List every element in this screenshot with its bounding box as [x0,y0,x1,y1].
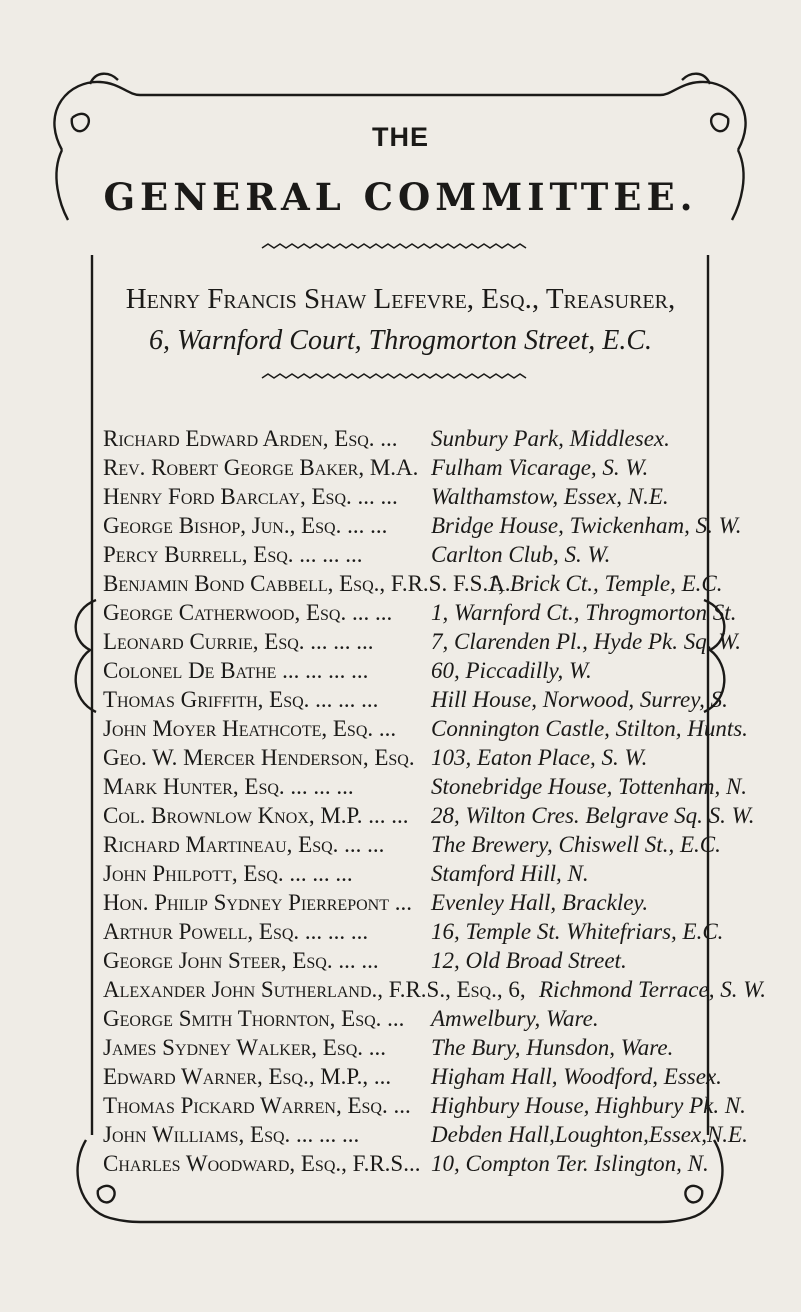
member-address: Stonebridge House, Tottenham, N. [431,774,748,799]
member-address: Highbury House, Highbury Pk. N. [431,1093,746,1118]
list-item [103,511,793,540]
treasurer-address: 6, Warnford Court, Throgmorton Street, E.C. [148,325,652,356]
member-name: Percy Burrell, Esq. ... ... ... [103,542,363,567]
member-name: Geo. W. Mercer Henderson, Esq. [103,745,415,770]
member-name: Mark Hunter, Esq. ... ... ... [103,774,354,799]
wavy-divider-bottom [262,374,526,378]
member-name: George Bishop, Jun., Esq. ... ... [103,513,388,538]
member-address: 16, Temple St. Whitefriars, E.C. [431,919,724,944]
member-name: George John Steer, Esq. ... ... [103,948,379,973]
list-item [103,1004,793,1033]
member-address: Debden Hall,Loughton,Essex,N.E. [431,1122,748,1147]
member-name: John Philpott, Esq. ... ... ... [103,861,353,886]
member-name: Arthur Powell, Esq. ... ... ... [103,919,369,944]
member-name: Thomas Griffith, Esq. ... ... ... [103,687,379,712]
list-item [103,569,793,598]
member-address: Richmond Terrace, S. W. [539,977,767,1002]
list-item [103,975,793,1004]
list-item [103,714,793,743]
member-address: 103, Eaton Place, S. W. [431,745,648,770]
member-address: 10, Compton Ter. Islington, N. [431,1151,709,1176]
member-name: Henry Ford Barclay, Esq. ... ... [103,484,398,509]
member-address: 7, Clarenden Pl., Hyde Pk. Sq. W. [431,629,742,654]
list-item [103,859,793,888]
member-name: Rev. Robert George Baker, M.A. [103,455,419,480]
member-name: Benjamin Bond Cabbell, Esq., F.R.S. F.S.A. [103,571,511,596]
member-address: Higham Hall, Woodford, Essex. [431,1064,722,1089]
list-item [103,1091,793,1120]
member-address: Hill House, Norwood, Surrey, S. [431,687,728,712]
list-item [103,598,793,627]
member-name: Alexander John Sutherland., F.R.S., Esq., 6, [103,977,526,1002]
member-address: 12, Old Broad Street. [431,948,627,973]
member-name: Richard Martineau, Esq. ... ... [103,832,385,857]
member-name: Hon. Philip Sydney Pierrepont ... [103,890,412,915]
member-name: John Moyer Heathcote, Esq. ... [103,716,397,741]
member-name: James Sydney Walker, Esq. ... [103,1035,387,1060]
member-address: 1, Brick Ct., Temple, E.C. [487,571,723,596]
member-address: The Brewery, Chiswell St., E.C. [431,832,721,857]
list-item [103,685,793,714]
member-name: Edward Warner, Esq., M.P., ... [103,1064,392,1089]
member-name: Col. Brownlow Knox, M.P. ... ... [103,803,409,828]
member-address: 28, Wilton Cres. Belgrave Sq. S. W. [431,803,755,828]
member-name: Richard Edward Arden, Esq. ... [103,426,398,451]
list-item [103,627,793,656]
member-name: Colonel De Bathe ... ... ... ... [103,658,369,683]
wavy-divider-top [262,244,526,248]
member-address: Connington Castle, Stilton, Hunts. [431,716,748,741]
member-name: Charles Woodward, Esq., F.R.S... [103,1151,421,1176]
member-address: Stamford Hill, N. [431,861,589,886]
treasurer-name: Henry Francis Shaw Lefevre, Esq., Treasurer, [125,283,676,315]
member-address: Sunbury Park, Middlesex. [431,426,670,451]
list-item [103,453,793,482]
list-item [103,743,793,772]
list-item [103,1062,793,1091]
list-item [103,830,793,859]
member-address: Carlton Club, S. W. [431,542,611,567]
member-address: Evenley Hall, Brackley. [431,890,649,915]
list-item [103,1149,793,1178]
list-item [103,772,793,801]
list-item [103,888,793,917]
heading-the: THE [372,122,429,152]
list-item [103,801,793,830]
member-address: 1, Warnford Ct., Throgmorton St. [431,600,737,625]
list-item [103,482,793,511]
member-name: George Smith Thornton, Esq. ... [103,1006,405,1031]
member-name: Thomas Pickard Warren, Esq. ... [103,1093,411,1118]
list-item [103,1120,793,1149]
page-title: GENERAL COMMITTEE. [103,175,698,219]
committee-list [103,424,793,1178]
member-address: Fulham Vicarage, S. W. [431,455,649,480]
member-name: John Williams, Esq. ... ... ... [103,1122,360,1147]
list-item [103,424,793,453]
member-address: Amwelbury, Ware. [431,1006,599,1031]
list-item [103,656,793,685]
list-item [103,540,793,569]
member-address: 60, Piccadilly, W. [431,658,592,683]
list-item [103,1033,793,1062]
list-item [103,917,793,946]
list-item [103,946,793,975]
member-address: Walthamstow, Essex, N.E. [431,484,669,509]
member-address: The Bury, Hunsdon, Ware. [431,1035,674,1060]
member-name: George Catherwood, Esq. ... ... [103,600,393,625]
member-address: Bridge House, Twickenham, S. W. [431,513,742,538]
member-name: Leonard Currie, Esq. ... ... ... [103,629,374,654]
